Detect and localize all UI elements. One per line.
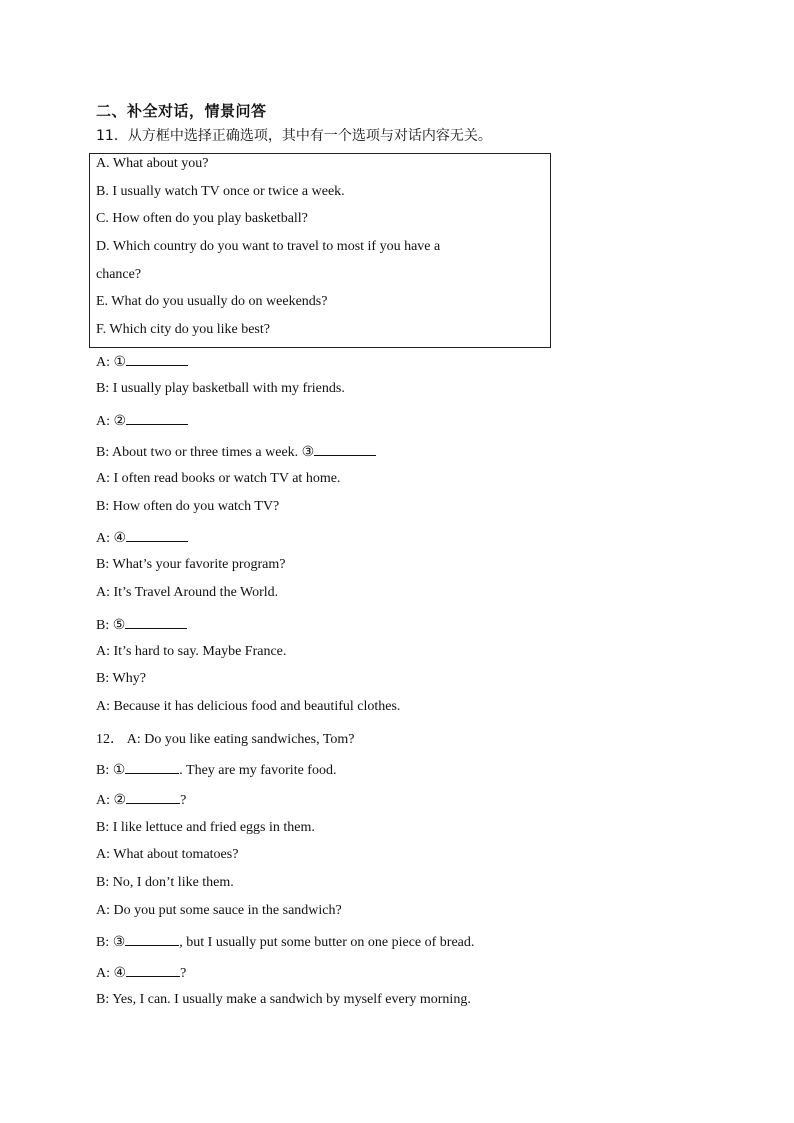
q12-line-2-text: B: ① — [96, 763, 126, 778]
q11-line-8-text: B: What’s your favorite program? — [96, 557, 286, 572]
answer-blank-5[interactable] — [125, 614, 187, 629]
q11-line-12-text: B: Why? — [96, 671, 146, 686]
q12-line-10 — [96, 992, 471, 1008]
section-title: 二、补全对话，情景问答 — [96, 102, 267, 120]
q12-answer-blank-1[interactable] — [125, 759, 179, 774]
q11-line-12 — [96, 671, 146, 687]
q11-line-9-text: A: It’s Travel Around the World. — [96, 585, 279, 600]
option-d: D. Which country do you want to travel to most if you have a — [96, 239, 441, 254]
answer-blank-2[interactable] — [126, 410, 188, 425]
q11-line-11-text: A: It’s hard to say. Maybe France. — [96, 644, 287, 659]
q12-line-1-text: 12． A: Do you like eating sandwiches, Tom? — [96, 732, 355, 747]
option-e: E. What do you usually do on weekends? — [96, 294, 328, 309]
q12-line-8-text: B: ③ — [96, 935, 126, 950]
q12-line-9-text: A: ④ — [96, 966, 127, 981]
q11-line-6-text: B: How often do you watch TV? — [96, 499, 280, 514]
q11-line-4 — [96, 441, 376, 461]
q12-line-5-text: A: What about tomatoes? — [96, 847, 239, 862]
options-box — [89, 153, 551, 348]
q11-line-5 — [96, 471, 340, 487]
answer-blank-1[interactable] — [126, 351, 188, 366]
option-d-continued: chance? — [96, 267, 142, 282]
q12-answer-blank-3[interactable] — [125, 931, 179, 946]
q12-line-4 — [96, 820, 315, 836]
q11-line-10 — [96, 614, 187, 634]
option-a: A. What about you? — [96, 156, 209, 171]
q12-line-3 — [96, 789, 186, 809]
q11-line-9 — [96, 585, 278, 601]
q11-line-7-text: A: ④ — [96, 531, 127, 546]
q11-line-7 — [96, 527, 188, 547]
q11-line-6 — [96, 499, 279, 515]
q12-line-8-after: , but I usually put some butter on one piece of bread. — [179, 935, 475, 950]
q12-line-3-text: A: ② — [96, 793, 127, 808]
q11-line-3 — [96, 410, 188, 430]
q12-line-5 — [96, 847, 238, 863]
answer-blank-4[interactable] — [126, 527, 188, 542]
q11-line-4-text: B: About two or three times a week. ③ — [96, 445, 315, 460]
q12-line-2 — [96, 759, 336, 779]
question-11-instruction: 11．从方框中选择正确选项，其中有一个选项与对话内容无关。 — [96, 128, 492, 144]
q12-line-7 — [96, 903, 342, 919]
q12-line-7-text: A: Do you put some sauce in the sandwich? — [96, 903, 342, 918]
option-b: B. I usually watch TV once or twice a week. — [96, 184, 345, 199]
q12-line-9 — [96, 962, 186, 982]
q11-line-1-text: A: ① — [96, 355, 127, 370]
q11-line-3-text: A: ② — [96, 414, 127, 429]
q12-line-2-after: . They are my favorite food. — [179, 763, 337, 778]
q11-line-13-text: A: Because it has delicious food and beautiful clothes. — [96, 699, 401, 714]
q12-line-4-text: B: I like lettuce and fried eggs in them. — [96, 820, 315, 835]
q12-line-6 — [96, 875, 234, 891]
q11-line-1 — [96, 351, 188, 371]
q12-line-6-text: B: No, I don’t like them. — [96, 875, 234, 890]
q12-line-8 — [96, 931, 474, 951]
q11-line-11 — [96, 644, 286, 660]
q12-answer-blank-4[interactable] — [126, 962, 180, 977]
answer-blank-3[interactable] — [314, 441, 376, 456]
option-f: F. Which city do you like best? — [96, 322, 270, 337]
option-c: C. How often do you play basketball? — [96, 211, 308, 226]
q11-line-5-text: A: I often read books or watch TV at home. — [96, 471, 341, 486]
q11-line-13 — [96, 699, 400, 715]
q12-line-1 — [96, 728, 355, 748]
q11-line-2 — [96, 381, 345, 397]
q11-line-8 — [96, 557, 285, 573]
q12-line-9-after: ? — [180, 966, 187, 981]
q12-line-10-text: B: Yes, I can. I usually make a sandwich by myself every morning. — [96, 992, 471, 1007]
q12-line-3-after: ? — [180, 793, 187, 808]
q12-answer-blank-2[interactable] — [126, 789, 180, 804]
q11-line-10-text: B: ⑤ — [96, 618, 126, 633]
q11-line-2-text: B: I usually play basketball with my friends. — [96, 381, 345, 396]
